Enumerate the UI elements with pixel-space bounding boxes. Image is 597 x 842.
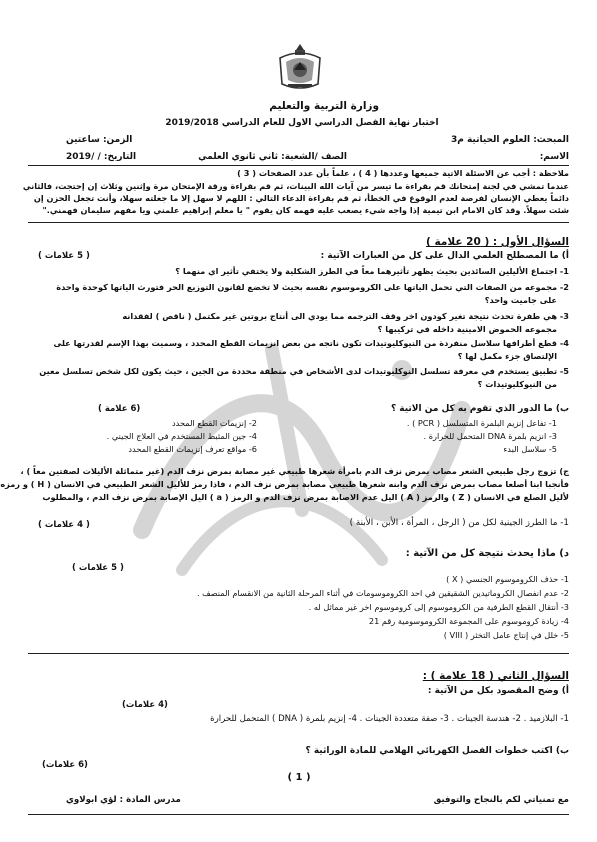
q1-b-item-2: 2- إنزيمات القطع المحدد [172, 418, 257, 428]
q1-a-item-3: 3- هي طفرة تحدث نتيجة تغير كودون اخر وقف الترجمه مما يودي الى أنتاج بروتين غير مكتمل ( ناقص ) لفقدانه [122, 311, 569, 321]
q2-part-a-title: أ) وضح المقصود بكل من الآتية : [427, 686, 569, 696]
question-2-title: السؤال الثاني ( 18 علامة ) : [422, 670, 569, 682]
page-number: ( 1 ) [287, 772, 311, 783]
jordan-coat-of-arms-icon [274, 42, 326, 92]
q1-a-item-2-cont: على جاميت واحد؟ [484, 295, 557, 305]
q1-d-item-5: 5- خلل في إنتاج عامل التخثر ( VIII ) [443, 630, 569, 640]
grade: الصف /الشعبة: ثاني ثانوي العلمي [198, 152, 347, 162]
teacher-name: مدرس المادة : لؤي ابولاوي [66, 795, 181, 805]
q2-part-b-marks: (6 علامات) [42, 760, 88, 770]
closing-wishes: مع تمنياتي لكم بالنجاح والتوفيق [433, 795, 569, 805]
q1-a-item-4-cont: الإلتصاق جزء مكمل لها ؟ [457, 351, 557, 361]
q1-b-item-1: 1- تفاعل إنزيم البلمرة المتسلسل ( PCR ) . [406, 418, 557, 428]
q1-a-item-5: 5- تطبيق يستخدم في معرفة تسلسل النوكليوتيدات لدى الأشخاص في منطقة محددة من الجين ، حيث يكون لكل شخص تسلسل معين [39, 366, 569, 376]
header-divider [28, 165, 569, 166]
q1-a-item-5-cont: من النيوكليوتيدات ؟ [477, 379, 557, 389]
q1-part-c-marks: ( 4 علامات ) [38, 520, 90, 530]
q1-b-item-4: 4- جين المثبط المستخدم في العلاج الجيني . [106, 431, 257, 441]
subject: المبحث: العلوم الحياتية م3 [450, 135, 569, 145]
duration: الزمن: ساعتين [66, 135, 133, 145]
q1-a-item-2: 2- مجموعه من الصفات التي تحمل الياتها على الكروموسوم نفسه بحيث لا تخضع لقانون التوزيع الحر فتورث الياتها كوحدة واحدة [56, 282, 569, 292]
q1-part-d-title: د) ماذا يحدث نتيجة كل من الآتية : [405, 548, 569, 559]
exam-title: اختبار نهاية الفصل الدراسي الاول للعام الدراسي 2019/2018 [165, 118, 439, 128]
q2-part-b-title: ب) اكتب خطوات الفصل الكهربائي الهلامي للمادة الوراثية ؟ [305, 746, 569, 756]
q1-a-item-3-cont: مجموعه الحموض الامينية داخله في تركيبها ؟ [377, 324, 557, 334]
note-line-1: ملاحظة : أجب عن الاسئلة الاتية جميعها وعددها ( 4 ) ، علماً بأن عدد الصفحات ( 3 ) [237, 168, 569, 178]
note-line-2: عندما تمشي في لجنة إمتحانك قم بقراءة ما تيسر من آيات الله البينات، ثم قم بقراءة ورقة الإمتحان مرة وإثنين وثلاث إن إحتجت، فالثاني [22, 181, 569, 191]
q2-a-items: 1- البلازميد . 2- هندسة الجينات . 3- صفة متعددة الجينات . 4- إنزيم بلمرة ( DNA ) المتحمل للحرارة [210, 714, 569, 724]
q2-part-a-marks: (4 علامات) [122, 700, 168, 710]
q1-d-item-1: 1- حذف الكروموسوم الجنسي ( X ) [446, 574, 569, 584]
q1-d-item-4: 4- زيادة كروموسوم على المجموعة الكروموسومية رقم 21 [368, 616, 569, 626]
q1-part-d-marks: ( 5 علامات ) [72, 563, 124, 573]
q1-b-item-6: 6- مواقع تعرف إنزيمات القطع المحدد [128, 444, 257, 454]
section-divider [28, 653, 569, 654]
q1-d-item-3: 3- أنتقال القطع الطرفية من الكروموسوم إلى كروموسوم اخر غير مماثل له . [308, 602, 569, 612]
question-1-title: السؤال الأول : ( 20 علامة ) [426, 236, 569, 248]
date: التاريخ: / /2019 [66, 152, 137, 162]
notes-divider [28, 222, 569, 223]
q1-c-text-3: لأليل الصلع في الانسان ( Z ) والرمز ( A ) اليل عدم الاصابة بمرض نزف الدم و الرمز ( a ) اليل الإصابة بمرض نزف الدم ، والمطلوب [42, 492, 569, 502]
q1-part-a-title: أ) ما المصطلح العلمي الدال على كل من العبارات الآتية : [320, 251, 569, 261]
q1-c-text-2: فأنجبا ابنا أصلعا مصاب بمرض نزف الدم وابنه شعرها طبيعي مصابة بمرض نزف الدم ، فاذا رمز للأليل الشعر الطبيعي في الانسان ( H ) و رمزه [0, 479, 569, 489]
exam-page [2, 0, 597, 842]
q1-c-requirement: 1- ما الطرز الجينية لكل من ( الرجل ، المرأة ، الأبن ، الأبنة ) [349, 518, 569, 528]
q1-b-item-3: 3- انزيم بلمرة DNA المتحمل للحرارة . [423, 431, 557, 441]
q1-d-item-2: 2- عدم انفصال الكروماتيدين الشقيقين في احد الكروموسومات في أثناء المرحلة الثانية من الانقسام المنصف . [196, 588, 569, 598]
q1-a-item-1: 1- اجتماع الأليلين السائدين بحيث يظهر تأثيرهما معاً في الطرز الشكلية ولا يختفي تأثير اي منهما ؟ [175, 266, 569, 276]
note-line-3: دائماً يعطي الإنسان لفرصة لعدم الوقوع في الخطأ، ثم قم بقراءة الدعاء التالي : اللهم لا سهل إلا ما جعلته سهلا، وأنت تجعل الحزن إن [33, 193, 569, 203]
q1-a-item-4: 4- قطع أطرافها سلاسل منفردة من النيوكليوتيدات تكون ناتجه من بعض انزيمات القطع المحدد ، وسميت بهذا الإسم لقدرتها على [53, 338, 569, 348]
ministry-name: وزارة التربية والتعليم [269, 100, 379, 112]
q1-part-b-title: ب) ما الدور الذي تقوم به كل من الاتية ؟ [390, 404, 569, 414]
q1-b-item-5: 5- سلاسل البدء [503, 444, 557, 454]
q1-part-a-marks: ( 5 علامات ) [38, 251, 90, 261]
footer-divider [28, 814, 569, 815]
q1-c-text-1: ج) تزوج رجل طبيعي الشعر مصاب بمرض نزف الدم بامرأة شعرها طبيعي غير مصابة بمرض نزف الدم (غير متماثلة الأليلات لصفتين معاً ) ، [20, 466, 569, 476]
name-label: الاسم: [539, 152, 569, 162]
note-line-4: شئت سهلاً. وقد كان الامام ابن تيمية إذا واجه شيء يصعب عليه فهمه كان يقوم " يا معلم إبراهيم علمني ويا مفهم سليمان فهمني." [42, 205, 569, 215]
q1-part-b-marks: (6 علامة ) [98, 404, 141, 414]
